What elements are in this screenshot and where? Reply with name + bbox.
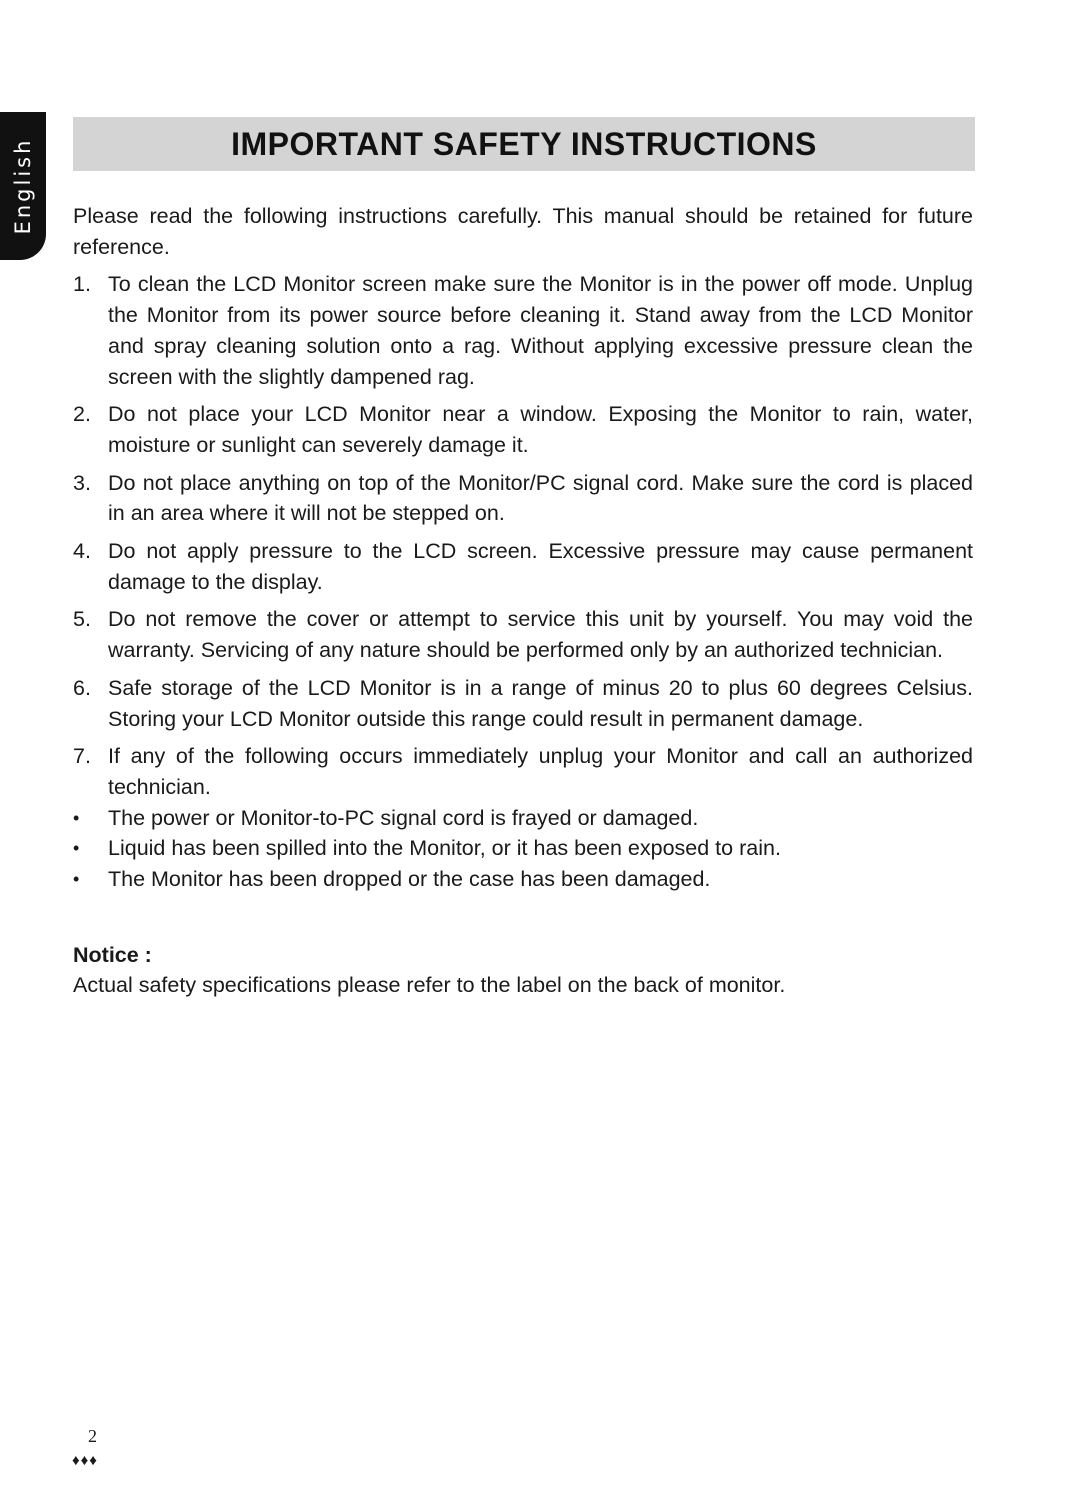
list-item-text: Do not apply pressure to the LCD screen. Excessive pressure may cause permanent damage to the display.: [108, 539, 973, 594]
list-item-number: 7.: [73, 744, 91, 769]
page-number: 2: [88, 1426, 97, 1446]
list-item: [73, 536, 973, 597]
list-item-number: 1.: [73, 272, 91, 297]
bullet-icon: •: [73, 838, 80, 859]
language-tab-label: English: [11, 137, 35, 235]
list-item: [73, 269, 973, 392]
list-item-text: Do not place your LCD Monitor near a window. Exposing the Monitor to rain, water, moisture or sunlight can severely damage it.: [108, 402, 973, 457]
bullet-item: [73, 803, 973, 834]
notice-text: Actual safety specifications please refer to the label on the back of monitor.: [73, 973, 786, 998]
list-item-text: Safe storage of the LCD Monitor is in a range of minus 20 to plus 60 degrees Celsius. Storing your LCD Monitor outside this range could result in permanent damage.: [108, 675, 973, 731]
page-title: IMPORTANT SAFETY INSTRUCTIONS: [231, 125, 817, 162]
list-item-text: Do not place anything on top of the Monitor/PC signal cord. Make sure the cord is placed in an area where it will not be stepped on.: [108, 470, 973, 526]
list-item-text: To clean the LCD Monitor screen make sure the Monitor is in the power off mode. Unplug the Monitor from its power source before cleaning it. Stand away from the LCD Monitor and spray cleaning solution onto a rag. Without applying excessive pressure clean the screen with the slightly dampened rag.: [108, 272, 973, 389]
title-banner: [73, 117, 975, 171]
main-content: [73, 201, 973, 1001]
language-tab: [0, 112, 46, 260]
bullet-text: Liquid has been spilled into the Monitor, or it has been exposed to rain.: [108, 836, 781, 861]
list-item-number: 5.: [73, 607, 91, 632]
bullet-icon: •: [73, 807, 80, 828]
list-item-number: 3.: [73, 470, 91, 495]
notice-heading: Notice :: [73, 942, 152, 967]
list-item: [73, 673, 973, 734]
diamond-ornament-icon: ♦♦♦: [72, 1452, 98, 1469]
list-item-text: Do not remove the cover or attempt to service this unit by yourself. You may void the warranty. Servicing of any nature should be performed only by an authorized technician.: [108, 607, 973, 663]
bullet-item: [73, 833, 973, 864]
bullet-list: [73, 803, 973, 895]
list-item: [73, 604, 973, 665]
bullet-item: [73, 864, 973, 895]
list-item-number: 2.: [73, 402, 91, 427]
intro-paragraph: Please read the following instructions carefully. This manual should be retained for future reference.: [73, 204, 973, 259]
bullet-text: The Monitor has been dropped or the case has been damaged.: [108, 867, 711, 892]
list-item-number: 4.: [73, 539, 91, 564]
list-item: [73, 468, 973, 529]
bullet-icon: •: [73, 869, 80, 890]
list-item-text: If any of the following occurs immediately unplug your Monitor and call an authorized technician.: [108, 744, 973, 799]
list-item-number: 6.: [73, 675, 91, 700]
bullet-text: The power or Monitor-to-PC signal cord is frayed or damaged.: [108, 805, 699, 830]
list-item: [73, 741, 973, 802]
list-item: [73, 399, 973, 460]
